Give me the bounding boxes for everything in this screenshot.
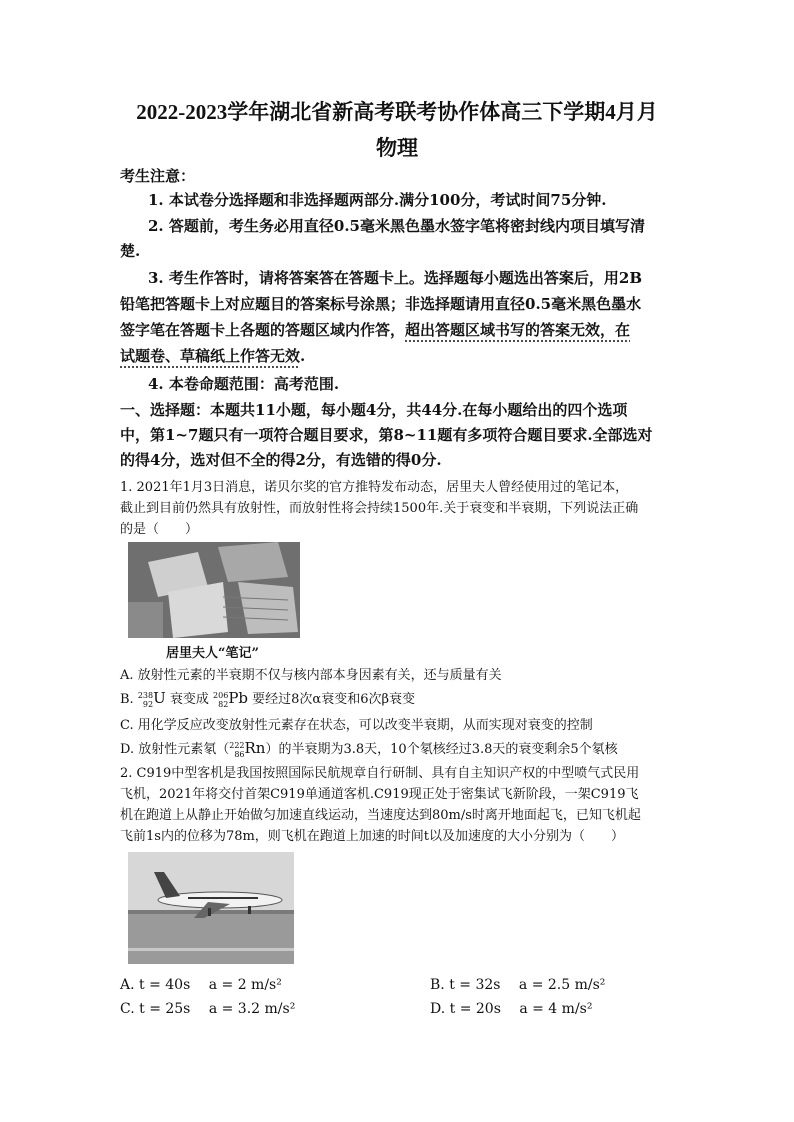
q2-stem-line4: 飞前1s内的位移为78m，则飞机在跑道上加速的时间t以及加速度的大小分别为（ ） xyxy=(120,829,625,844)
notice-item-3c-prefix: 签字笔在答题卡上各题的答题区域内作答， xyxy=(120,321,406,339)
notice-item-2b: 楚. xyxy=(120,242,141,260)
q1-option-b-mid: 衰变成 xyxy=(165,692,214,707)
q1-image-caption: 居里夫人“笔记” xyxy=(166,646,259,661)
q2-stem-line1: 2. C919中型客机是我国按照国际民航规章自行研制、具有自主知识产权的中型喷气式民用 xyxy=(120,766,640,781)
lead-nuclide-numbers xyxy=(213,691,228,709)
radon-mass-number: 222 xyxy=(229,740,245,750)
q1-option-b-post: 要经过8次α衰变和6次β衰变 xyxy=(248,692,415,707)
uranium-mass-number: 238 xyxy=(137,690,154,700)
q1-option-b xyxy=(120,688,415,709)
exam-title-line1: 2022-2023学年湖北省新高考联考协作体高三下学期4月月 xyxy=(136,100,658,124)
q2-option-c: C. t = 25s a = 3.2 m/s² xyxy=(120,1001,296,1017)
q1-option-d-pre: D. 放射性元素氡（ xyxy=(120,742,230,757)
q1-stem-line3: 的是（ ） xyxy=(120,522,199,537)
section1-line3: 的得4分，选对但不全的得2分，有选错的得0分. xyxy=(120,451,442,469)
radon-atomic-number: 86 xyxy=(234,749,245,759)
notice-item-3c-emphasis: 超出答题区域书写的答案无效，在 xyxy=(405,321,631,339)
exam-title-subject: 物理 xyxy=(376,136,418,160)
notice-heading: 考生注意： xyxy=(120,167,196,185)
section1-line1: 一、选择题：本题共11小题，每小题4分，共44分.在每小题给出的四个选项 xyxy=(120,401,628,419)
curie-notebook-photo xyxy=(128,542,300,638)
q1-option-d xyxy=(120,738,618,759)
aircraft-illustration xyxy=(128,852,294,964)
q2-stem-line2: 飞机，2021年将交付首架C919单通道客机.C919现正处于密集试飞新阶段，一架C919飞 xyxy=(120,787,639,802)
uranium-symbol: U xyxy=(153,689,166,707)
q1-option-a: A. 放射性元素的半衰期不仅与核内部本身因素有关，还与质量有关 xyxy=(120,668,502,683)
lead-atomic-number: 82 xyxy=(218,699,229,709)
uranium-nuclide-numbers xyxy=(138,691,153,709)
notebook-illustration xyxy=(128,542,300,638)
notice-item-4: 4. 本卷命题范围：高考范围. xyxy=(148,375,340,393)
notice-item-3a: 3. 考生作答时，请将答案答在答题卡上。选择题每小题选出答案后，用2B xyxy=(148,269,642,287)
notice-item-1: 1. 本试卷分选择题和非选择题两部分.满分100分，考试时间75分钟. xyxy=(148,191,607,209)
q2-stem-line3: 机在跑道上从静止开始做匀加速直线运动，当速度达到80m/s时离开地面起飞，已知飞机起 xyxy=(120,808,641,823)
q2-option-d: D. t = 20s a = 4 m/s² xyxy=(430,1001,593,1017)
notice-item-3d-suffix: . xyxy=(300,347,306,365)
q1-option-b-label: B. xyxy=(120,692,138,707)
section1-line2: 中，第1~7题只有一项符合题目要求，第8~11题有多项符合题目要求.全部选对 xyxy=(120,426,653,444)
lead-mass-number: 206 xyxy=(213,690,229,700)
notice-item-3d xyxy=(120,346,680,366)
radon-symbol: Rn xyxy=(244,739,266,757)
q1-option-c: C. 用化学反应改变放射性元素存在状态，可以改变半衰期，从而实现对衰变的控制 xyxy=(120,718,593,733)
notice-item-2a: 2. 答题前，考生务必用直径0.5毫米黑色墨水签字笔将密封线内项目填写清 xyxy=(148,217,645,235)
q2-option-b: B. t = 32s a = 2.5 m/s² xyxy=(430,977,606,993)
q2-option-a: A. t = 40s a = 2 m/s² xyxy=(120,977,282,993)
uranium-atomic-number: 92 xyxy=(142,699,154,709)
notice-item-3c xyxy=(120,320,680,340)
notice-item-3d-emphasis: 试题卷、草稿纸上作答无效 xyxy=(120,347,301,365)
q1-stem-line2: 截止到目前仍然具有放射性，而放射性将会持续1500年.关于衰变和半衰期，下列说法正确 xyxy=(120,501,639,516)
c919-aircraft-photo xyxy=(128,852,294,964)
q1-stem-line1: 1. 2021年1月3日消息，诺贝尔奖的官方推特发布动态，居里夫人曾经使用过的笔记本， xyxy=(120,480,629,495)
radon-nuclide-numbers xyxy=(229,741,244,759)
q1-option-d-post: ）的半衰期为3.8天，10个氡核经过3.8天的衰变剩余5个氡核 xyxy=(265,742,618,757)
notice-item-3b: 铅笔把答题卡上对应题目的答案标号涂黑；非选择题请用直径0.5毫米黑色墨水 xyxy=(120,295,642,313)
lead-symbol: Pb xyxy=(228,689,249,707)
